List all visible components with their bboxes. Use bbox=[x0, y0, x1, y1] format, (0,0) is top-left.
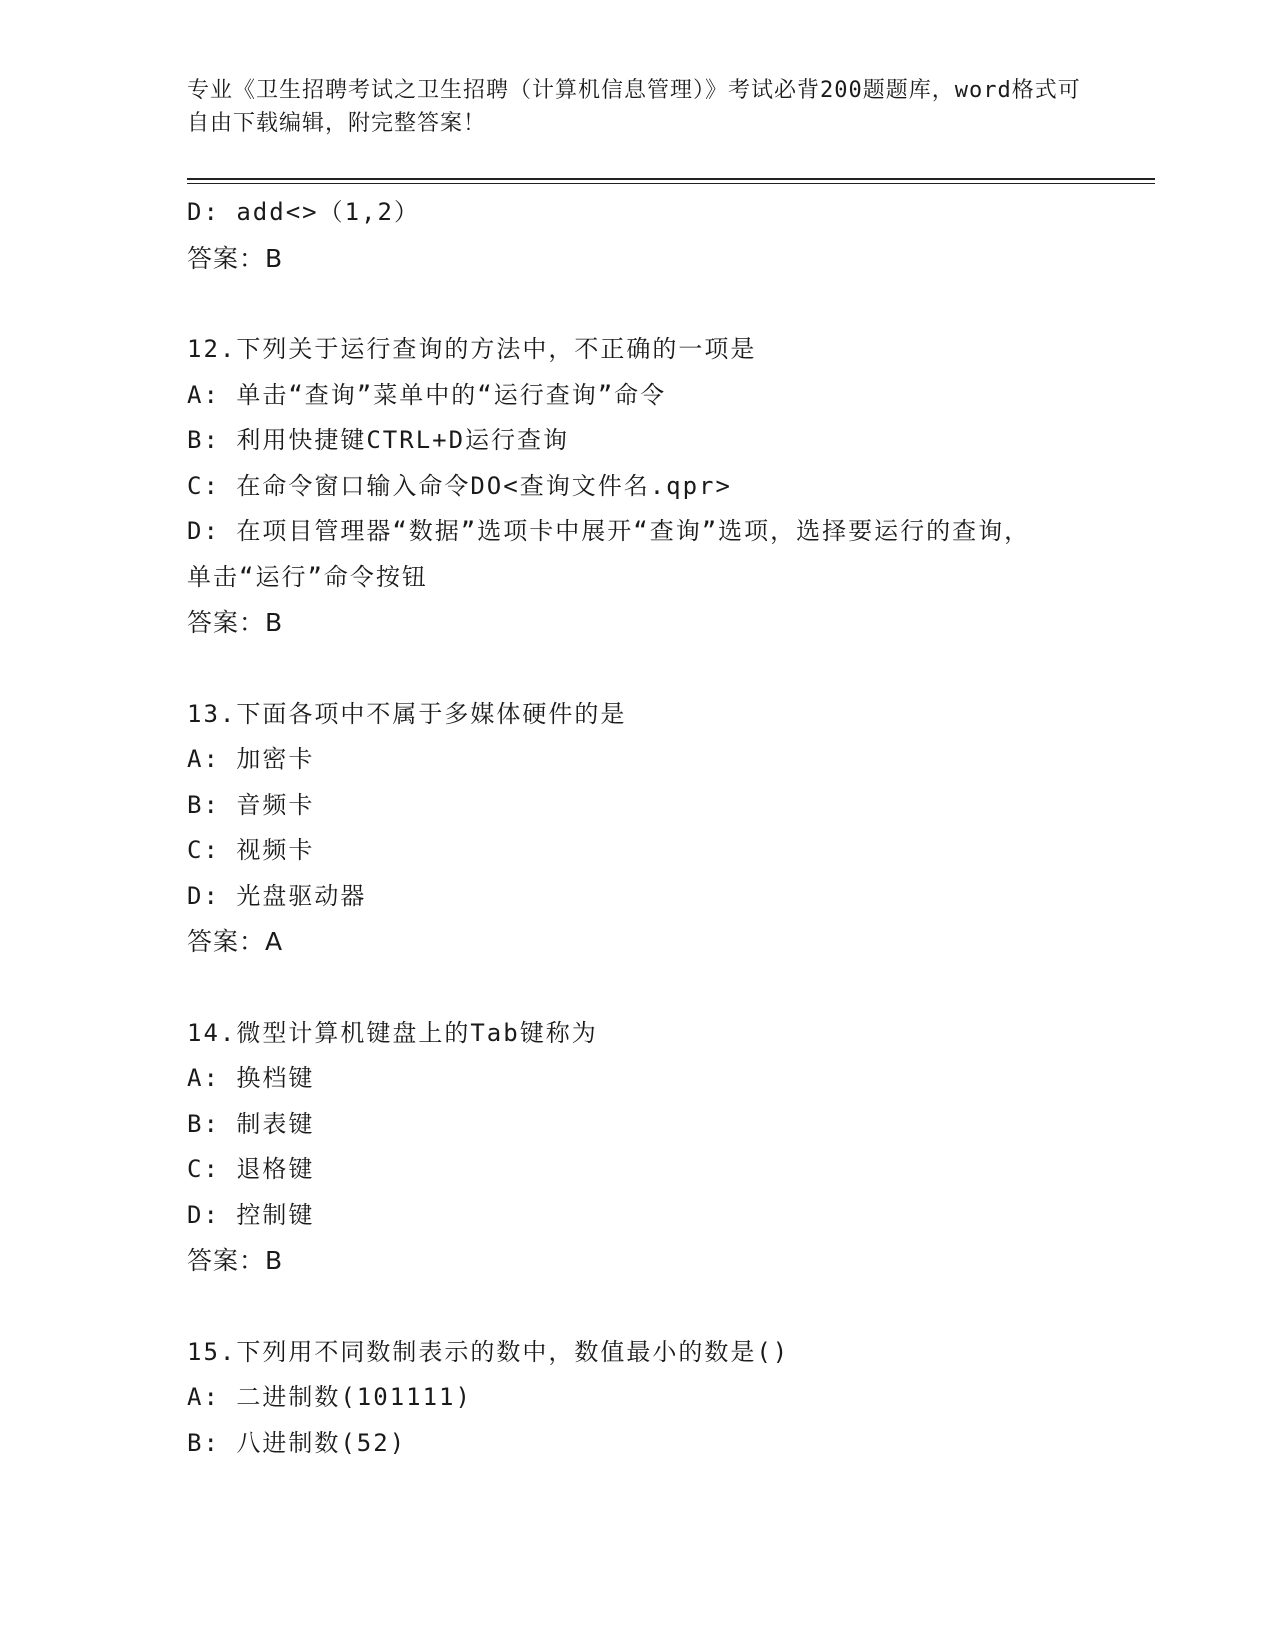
option-a: A: 单击“查询”菜单中的“运行查询”命令 bbox=[187, 380, 667, 409]
question-stem: 14.微型计算机键盘上的Tab键称为 bbox=[187, 1018, 598, 1047]
answer-line: 答案：B bbox=[187, 608, 284, 637]
option-b: B: 利用快捷键CTRL+D运行查询 bbox=[187, 426, 570, 454]
question-list bbox=[187, 190, 1087, 1466]
option-c: C: 退格键 bbox=[187, 1155, 315, 1183]
option-b: B: 音频卡 bbox=[187, 790, 315, 819]
document-page bbox=[187, 0, 1167, 1650]
question-block-15 bbox=[187, 1330, 1087, 1467]
option-d: D: add<>（1,2） bbox=[187, 198, 420, 226]
answer-line: 答案：A bbox=[187, 927, 284, 956]
option-d: D: 在项目管理器“数据”选项卡中展开“查询”选项，选择要运行的查询，单击“运行”命令按钮 bbox=[187, 517, 1031, 591]
document-header: 专业《卫生招聘考试之卫生招聘（计算机信息管理）》考试必背200题题库，word格式可自由下载编辑，附完整答案！ bbox=[187, 78, 1081, 136]
header-rule-thick bbox=[187, 178, 1155, 180]
option-b: B: 八进制数(52) bbox=[187, 1428, 407, 1457]
option-c: C: 视频卡 bbox=[187, 836, 315, 864]
question-block-prev bbox=[187, 190, 1087, 281]
option-a: A: 换档键 bbox=[187, 1064, 315, 1092]
question-block-12 bbox=[187, 327, 1087, 646]
question-stem: 15.下列用不同数制表示的数中，数值最小的数是() bbox=[187, 1337, 790, 1366]
answer-line: 答案：B bbox=[187, 1246, 284, 1275]
question-block-14 bbox=[187, 1011, 1087, 1284]
option-d: D: 控制键 bbox=[187, 1200, 315, 1229]
option-a: A: 二进制数(101111) bbox=[187, 1383, 472, 1411]
option-a: A: 加密卡 bbox=[187, 745, 315, 773]
answer-line: 答案：B bbox=[187, 243, 284, 273]
question-block-13 bbox=[187, 692, 1087, 965]
option-b: B: 制表键 bbox=[187, 1109, 315, 1138]
option-d: D: 光盘驱动器 bbox=[187, 881, 367, 910]
header-rule-thin bbox=[187, 183, 1155, 184]
question-stem: 13.下面各项中不属于多媒体硬件的是 bbox=[187, 699, 627, 728]
question-stem: 12.下列关于运行查询的方法中，不正确的一项是 bbox=[187, 335, 757, 363]
option-c: C: 在命令窗口输入命令DO<查询文件名.qpr> bbox=[187, 471, 732, 500]
